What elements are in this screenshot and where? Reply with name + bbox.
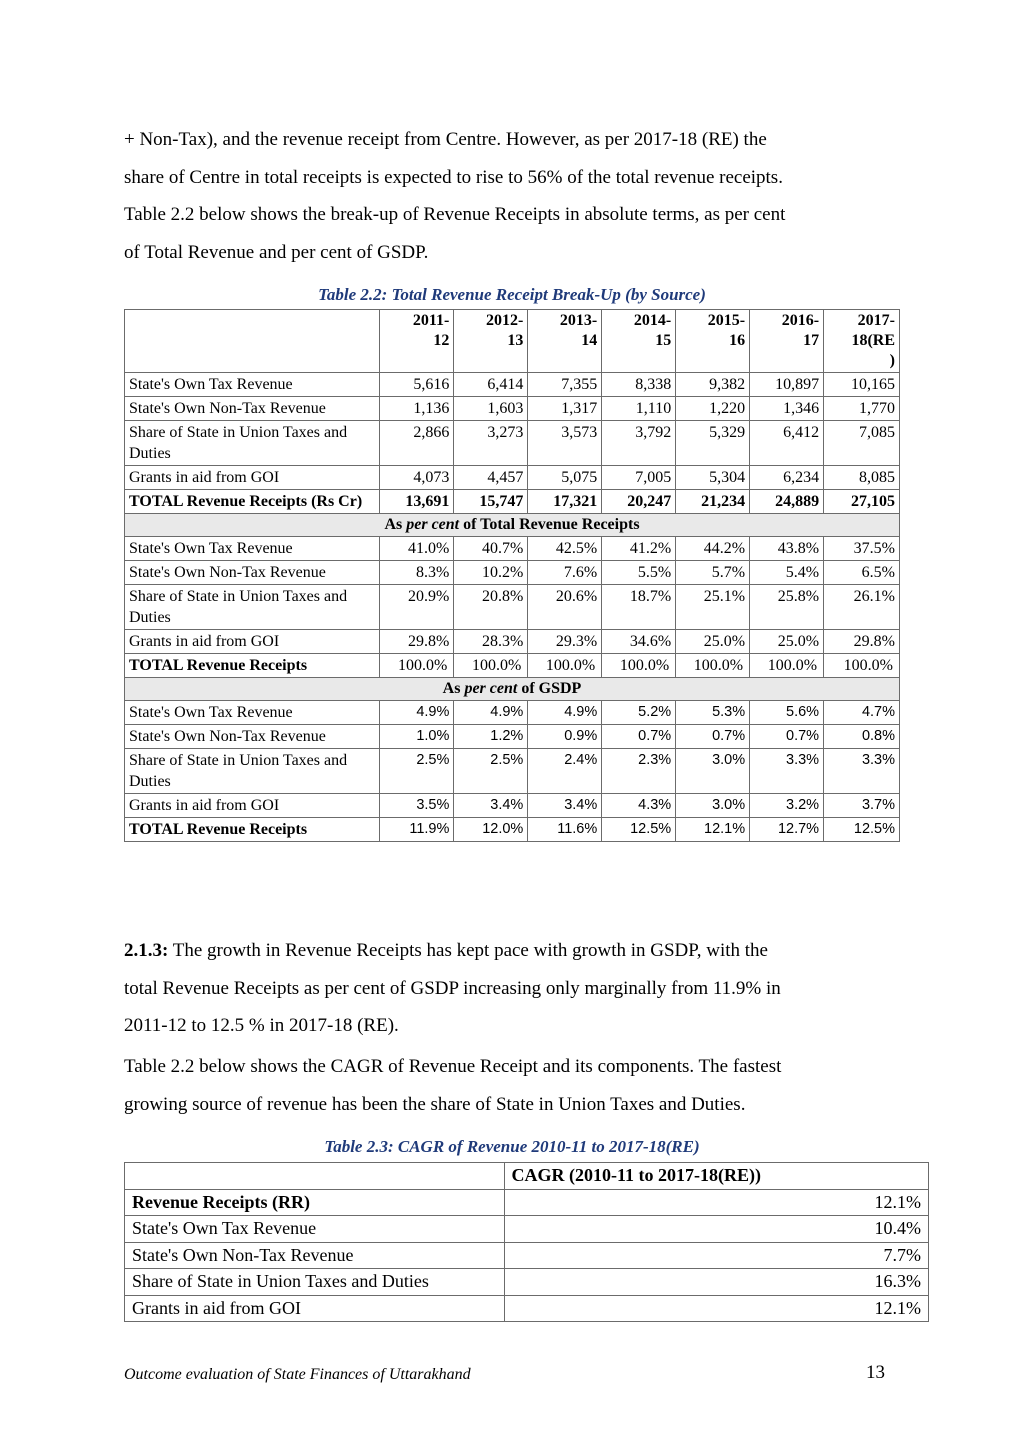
value-cell: 20,247 — [602, 490, 676, 514]
value-cell: 4.9% — [454, 701, 528, 725]
header-blank-cell — [125, 310, 380, 373]
value-cell: 20.6% — [528, 585, 602, 630]
table-row — [125, 1242, 929, 1269]
row-label: Grants in aid from GOI — [125, 794, 380, 818]
year-header: 2016- 17 — [750, 310, 824, 373]
value-cell: 3.5% — [380, 794, 454, 818]
year-header: 2012- 13 — [454, 310, 528, 373]
value-cell: 15,747 — [454, 490, 528, 514]
value-cell: 17,321 — [528, 490, 602, 514]
value-cell: 5,304 — [676, 466, 750, 490]
value-cell: 3,273 — [454, 421, 528, 466]
value-cell: 28.3% — [454, 630, 528, 654]
value-cell: 8,338 — [602, 373, 676, 397]
value-cell: 29.3% — [528, 630, 602, 654]
value-cell: 5.6% — [750, 701, 824, 725]
value-cell: 25.0% — [676, 630, 750, 654]
value-cell: 1,110 — [602, 397, 676, 421]
value-cell: 3.7% — [824, 794, 900, 818]
value-cell: 10,165 — [824, 373, 900, 397]
value-cell: 5.2% — [602, 701, 676, 725]
value-cell: 3.0% — [676, 749, 750, 794]
value-cell: 12.0% — [454, 818, 528, 842]
table-row — [125, 585, 900, 630]
row-label: TOTAL Revenue Receipts (Rs Cr) — [125, 490, 380, 514]
value-cell: 2.3% — [602, 749, 676, 794]
value-cell: 4.9% — [528, 701, 602, 725]
cagr-body — [125, 1189, 929, 1322]
value-cell: 16.3% — [504, 1269, 928, 1296]
table-row — [125, 373, 900, 397]
row-label: Share of State in Union Taxes and Duties — [125, 421, 380, 466]
value-cell: 11.9% — [380, 818, 454, 842]
section-row-pct-total — [125, 514, 900, 537]
value-cell: 5,616 — [380, 373, 454, 397]
cagr-header-row — [125, 1163, 929, 1190]
value-cell: 34.6% — [602, 630, 676, 654]
value-cell: 1,136 — [380, 397, 454, 421]
value-cell: 41.2% — [602, 537, 676, 561]
value-cell: 6,414 — [454, 373, 528, 397]
year-header: 2011- 12 — [380, 310, 454, 373]
row-label: State's Own Tax Revenue — [125, 373, 380, 397]
value-cell: 100.0% — [528, 654, 602, 678]
value-cell: 3.2% — [750, 794, 824, 818]
section-2-1-3-paragraph — [124, 932, 900, 1045]
value-cell: 0.7% — [602, 725, 676, 749]
table-row — [125, 1295, 929, 1322]
value-cell: 100.0% — [602, 654, 676, 678]
table-row — [125, 421, 900, 466]
value-cell: 100.0% — [676, 654, 750, 678]
table-row — [125, 490, 900, 514]
value-cell: 3.3% — [824, 749, 900, 794]
value-cell: 9,382 — [676, 373, 750, 397]
value-cell: 100.0% — [750, 654, 824, 678]
value-cell: 12.5% — [824, 818, 900, 842]
value-cell: 21,234 — [676, 490, 750, 514]
value-cell: 5.5% — [602, 561, 676, 585]
value-cell: 5,075 — [528, 466, 602, 490]
value-cell: 12.1% — [676, 818, 750, 842]
table-row — [125, 654, 900, 678]
table-row — [125, 537, 900, 561]
row-label: Revenue Receipts (RR) — [125, 1189, 505, 1216]
row-label: State's Own Tax Revenue — [125, 1216, 505, 1243]
value-cell: 0.8% — [824, 725, 900, 749]
table-row — [125, 630, 900, 654]
value-cell: 1.2% — [454, 725, 528, 749]
table-row — [125, 1216, 929, 1243]
value-cell: 0.7% — [750, 725, 824, 749]
value-cell: 18.7% — [602, 585, 676, 630]
value-cell: 7,085 — [824, 421, 900, 466]
cagr-intro-paragraph — [124, 1048, 900, 1123]
paragraph-line: Table 2.2 below shows the CAGR of Revenue Receipt and its components. The fastest — [124, 1056, 782, 1077]
table-2-3-caption: Table 2.3: CAGR of Revenue 2010-11 to 2017-18(RE) — [324, 1137, 700, 1156]
value-cell: 42.5% — [528, 537, 602, 561]
cagr-table — [124, 1162, 929, 1322]
value-cell: 8,085 — [824, 466, 900, 490]
value-cell: 2.4% — [528, 749, 602, 794]
paragraph-line: 2011-12 to 12.5 % in 2017-18 (RE). — [124, 1015, 399, 1036]
paragraph-line: growing source of revenue has been the share of State in Union Taxes and Duties. — [124, 1093, 746, 1115]
value-cell: 5.7% — [676, 561, 750, 585]
value-cell: 2.5% — [380, 749, 454, 794]
year-header: 2015- 16 — [676, 310, 750, 373]
table-row — [125, 794, 900, 818]
paragraph-line: Table 2.2 below shows the break-up of Revenue Receipts in absolute terms, as per cent — [124, 204, 786, 225]
row-label: State's Own Non-Tax Revenue — [125, 725, 380, 749]
value-cell: 20.8% — [454, 585, 528, 630]
value-cell: 1,346 — [750, 397, 824, 421]
pct-total-body — [125, 537, 900, 678]
value-cell: 29.8% — [380, 630, 454, 654]
value-cell: 4.7% — [824, 701, 900, 725]
revenue-breakup-table — [124, 309, 900, 842]
value-cell: 10,897 — [750, 373, 824, 397]
row-label: State's Own Tax Revenue — [125, 537, 380, 561]
table-2-2-caption: Table 2.2: Total Revenue Receipt Break-Up (by Source) — [318, 285, 706, 304]
value-cell: 100.0% — [824, 654, 900, 678]
pct-gsdp-body — [125, 701, 900, 842]
value-cell: 20.9% — [380, 585, 454, 630]
value-cell: 100.0% — [380, 654, 454, 678]
year-header: 2017- 18(RE ) — [824, 310, 900, 373]
section-heading: As per cent of GSDP — [125, 678, 900, 701]
intro-paragraph — [124, 121, 900, 271]
value-cell: 12.7% — [750, 818, 824, 842]
paragraph-line: total Revenue Receipts as per cent of GSDP increasing only marginally from 11.9% in — [124, 977, 781, 999]
table-row — [125, 561, 900, 585]
paragraph-line: The growth in Revenue Receipts has kept pace with growth in GSDP, with the — [168, 940, 768, 961]
row-label: State's Own Non-Tax Revenue — [125, 1242, 505, 1269]
value-cell: 26.1% — [824, 585, 900, 630]
paragraph-line: of Total Revenue and per cent of GSDP. — [124, 241, 429, 263]
row-label: Share of State in Union Taxes and Duties — [125, 749, 380, 794]
row-label: State's Own Tax Revenue — [125, 701, 380, 725]
value-cell: 1,603 — [454, 397, 528, 421]
value-cell: 7,005 — [602, 466, 676, 490]
absolute-values-body — [125, 373, 900, 514]
table-row — [125, 749, 900, 794]
value-cell: 29.8% — [824, 630, 900, 654]
table-row — [125, 1269, 929, 1296]
value-cell: 1,317 — [528, 397, 602, 421]
value-cell: 11.6% — [528, 818, 602, 842]
value-cell: 3.3% — [750, 749, 824, 794]
value-cell: 3.4% — [454, 794, 528, 818]
value-cell: 25.1% — [676, 585, 750, 630]
year-header: 2014- 15 — [602, 310, 676, 373]
value-cell: 7.6% — [528, 561, 602, 585]
page-number: 13 — [866, 1362, 885, 1383]
row-label: Grants in aid from GOI — [125, 1295, 505, 1322]
header-blank-cell — [125, 1163, 505, 1190]
value-cell: 0.9% — [528, 725, 602, 749]
paragraph-line: share of Centre in total receipts is expected to rise to 56% of the total revenue receipts. — [124, 166, 783, 188]
table-row — [125, 701, 900, 725]
value-cell: 7.7% — [504, 1242, 928, 1269]
table-row — [125, 725, 900, 749]
value-cell: 37.5% — [824, 537, 900, 561]
value-cell: 12.5% — [602, 818, 676, 842]
value-cell: 40.7% — [454, 537, 528, 561]
value-cell: 24,889 — [750, 490, 824, 514]
row-label: TOTAL Revenue Receipts — [125, 654, 380, 678]
table-row — [125, 466, 900, 490]
value-cell: 7,355 — [528, 373, 602, 397]
value-cell: 3.4% — [528, 794, 602, 818]
row-label: Share of State in Union Taxes and Duties — [125, 585, 380, 630]
table-row — [125, 397, 900, 421]
value-cell: 44.2% — [676, 537, 750, 561]
row-label: TOTAL Revenue Receipts — [125, 818, 380, 842]
value-cell: 6,234 — [750, 466, 824, 490]
value-cell: 25.0% — [750, 630, 824, 654]
value-cell: 100.0% — [454, 654, 528, 678]
value-cell: 3.0% — [676, 794, 750, 818]
value-cell: 10.4% — [504, 1216, 928, 1243]
value-cell: 6,412 — [750, 421, 824, 466]
row-label: State's Own Non-Tax Revenue — [125, 397, 380, 421]
value-cell: 1,770 — [824, 397, 900, 421]
value-cell: 3,792 — [602, 421, 676, 466]
row-label: Grants in aid from GOI — [125, 630, 380, 654]
paragraph-line: + Non-Tax), and the revenue receipt from Centre. However, as per 2017-18 (RE) the — [124, 129, 767, 150]
value-cell: 25.8% — [750, 585, 824, 630]
value-cell: 2,866 — [380, 421, 454, 466]
value-cell: 4.9% — [380, 701, 454, 725]
value-cell: 12.1% — [504, 1189, 928, 1216]
year-header: 2013- 14 — [528, 310, 602, 373]
value-cell: 13,691 — [380, 490, 454, 514]
section-number: 2.1.3: — [124, 940, 169, 961]
value-cell: 6.5% — [824, 561, 900, 585]
value-cell: 5,329 — [676, 421, 750, 466]
row-label: State's Own Non-Tax Revenue — [125, 561, 380, 585]
footer-title: Outcome evaluation of State Finances of Uttarakhand — [124, 1366, 471, 1383]
section-row-pct-gsdp — [125, 678, 900, 701]
value-cell: 43.8% — [750, 537, 824, 561]
value-cell: 27,105 — [824, 490, 900, 514]
value-cell: 4,457 — [454, 466, 528, 490]
value-cell: 0.7% — [676, 725, 750, 749]
value-cell: 3,573 — [528, 421, 602, 466]
section-heading: As per cent of Total Revenue Receipts — [125, 514, 900, 537]
row-label: Share of State in Union Taxes and Duties — [125, 1269, 505, 1296]
table-row — [125, 818, 900, 842]
value-cell: 5.4% — [750, 561, 824, 585]
value-cell: 12.1% — [504, 1295, 928, 1322]
value-cell: 41.0% — [380, 537, 454, 561]
row-label: Grants in aid from GOI — [125, 466, 380, 490]
value-cell: 4.3% — [602, 794, 676, 818]
value-cell: 1.0% — [380, 725, 454, 749]
year-header-row — [125, 310, 900, 373]
value-cell: 8.3% — [380, 561, 454, 585]
value-cell: 5.3% — [676, 701, 750, 725]
value-cell: 4,073 — [380, 466, 454, 490]
value-cell: 10.2% — [454, 561, 528, 585]
value-cell: 2.5% — [454, 749, 528, 794]
table-row — [125, 1189, 929, 1216]
value-cell: 1,220 — [676, 397, 750, 421]
cagr-column-header: CAGR (2010-11 to 2017-18(RE)) — [504, 1163, 928, 1190]
